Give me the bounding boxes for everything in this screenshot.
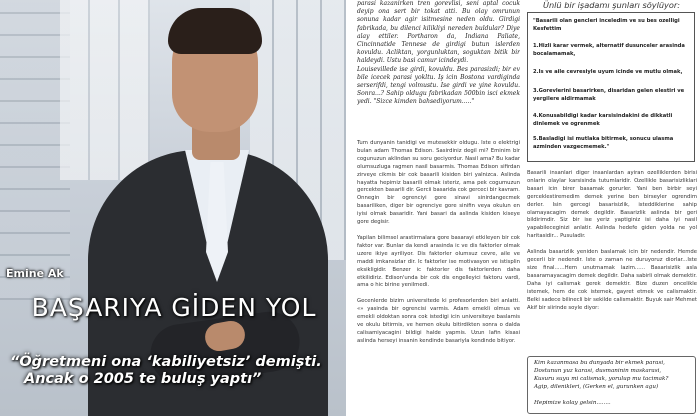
body-paragraph: Basarili insanlari diger insanlardan ayiran ozelliklerden birisi onlarin olaylar karsisinda tutumlaridir. Ozellikle basarisizliklari basari icin birer basamak gorurler. Yani ben birbir seyi gerceklestiremedim demek yerine ben birseyler ogrendim derler. Isin gercegi basarisizlik, isteddiklerine sahip olamayacagim demek degildir. Basarizlik aslinda bir geri bildirimdir. Siz bir ise yeriz yaptiginiz isi daha iyi nasil yapabileceginizi anlatir. Aslinda hedefe giden yolda ne yol haritasidir... Pusuladir. <box>527 170 697 240</box>
poem-line: Dostunun yuz karasi, dusmaninin maskarasi, <box>534 368 662 374</box>
right-body-text <box>527 170 697 352</box>
poem-line: Agip, dilenikleri, (Gerken el, gurunken agu) <box>534 384 659 390</box>
middle-column <box>357 0 520 416</box>
tips-box <box>527 12 695 162</box>
portrait-photo <box>0 0 346 416</box>
intro-paragraph: parasi kazanirken tren gorevlisi, seni aptal cocuk deyip ona sert bir tokat atti. Bu olay omrunun sonuna kadar agir isitmesine neden oldu. Girdigi fabrikada, bu dilenci kilikliyi nereden buldular? Diye alay ettiler. Portharon da, Indiana Paliate, Cincinnatide Tennese de girdigi butun islerden kovuldu. Acliktan, yorgunluktan, soguktan bitik bir haldeydi. Ustu basi camur icindeydi. <box>357 0 520 65</box>
body-text <box>357 140 520 416</box>
author-name: Emine Ak <box>6 267 64 280</box>
pull-quote-line: “Öğretmeni ona ‘kabiliyetsiz’ demişti. <box>10 354 322 370</box>
poem-line: Kim kazanmasa bu dunyada bir ekmek parasi, <box>534 360 665 366</box>
tip-item: "Basarili olan gencleri inceledim ve su bes ozelligi Kesfettim <box>533 18 680 32</box>
hair <box>168 8 262 54</box>
pull-quote <box>10 354 346 388</box>
body-paragraph: Gecenlerde bizim universitede ki profesorlerden biri anlatti. «» yasinda bir ogrencisi varmis. Adam emekli olmus ve emekli oldoktan sonra cok istedigi icin universiteye baslamis ve okulu bitirmis, ve hemen okulu bitirdikten sonra o dalda calisamiyacagini bildigi halde yapmis. Uzun lafin kisasi aslinda herseyi insanin kendinde basariyla kendinde bitiyor. <box>357 298 520 344</box>
body-paragraph: Tum dunyanin tanidigi ve mutesekkir oldugu. Iste o elektrigi bulan adam Thomas Edison. Sasirdiniz degil mi? Eminim bir cogunuzun aklindan su soru geciyordur. Nasil ama? Bu kadar olumsuzluga ragmen nasil basarmis. Thomas Edison sifirdan zirveye cikmis bir cok basarili kisiden biri yalnizca. Aslinda hayatta hepimiz basarili olmak isteriz, ama pek cogumuzun gercekten basarili dir. Gercii basarida cok gerceci bir kavram. Onnegin bir ogrenciyi gore sinavi sinirdangecmek basariliken, diger bir ogrenciye gore sinifin veya okulun en iyisi olmak basaridir. Yani basari da aslinda kisiden kiseye gore degisir. <box>357 140 520 226</box>
tip-item: 5.Basladigi isi mutlaka bitirmek, sonucu ulasma azminden vazgecmemek." <box>533 136 674 150</box>
poem-line: Kusuru suyu mi calismak, yorulup mu tacimak? <box>534 376 669 382</box>
tip-item: 1.Hizli karar vermek, alternatif dusunceler arasinda bocalamamak, <box>533 43 685 57</box>
intro-paragraph: Louisevillede ise girdi, kovuldu. Bes parasizdi; bir ev bile icecek parasi yokltu. Iş icin Bostona vardiginda serserifdi, tengi volmustu. Ise girdi ve yine kovuldu. Sonra...? Sahip oldugu fabrikadan 500bin isci ekmek yedi. "Sizce kimden bahsediyorum....." <box>357 65 520 106</box>
poem-box <box>527 356 696 414</box>
body-paragraph: Aslinda basarizlik yeniden baslamak icin bir nedendir. Hemde gecerli bir nedendir. Iste o zaman ne duruyoruz diorlar...Iste size final......Hem unutmamak lazim...... Basarisizlik asla basaramayacagim demek degildir. Daha sabirli olmak demektir. Daha iyi calismak gerek demektir. Bize duzen oncelikle istemek, hem de cok istemek, gayret etmek ve calismaktir. Belki sadece bilinecli bir sekilde calismaktir. Buyuk sair Mehmet Akif bir siirinde soyle diyor: <box>527 249 697 311</box>
background-building <box>60 0 150 180</box>
tips-heading: Ünlü bir işadamı şunları söylüyor: <box>542 0 681 10</box>
tip-item: 2.Is ve aile cevresiyle uyum icinde ve mutlu olmak, <box>533 69 683 75</box>
body-paragraph: Yapilan bilimsel arastirmalara gore basarayi etkileyen bir cok faktor var. Bunlar da kendi arasinda ic ve dis faktorler olmak uzere ikiye ayriliyor. Dis faktorler olumsuz cevre, aile ve maddi imkansizlar dir. Ic faktorler ise motivasyon ve istisplin eksikligidir. Benzer ic faktorler dis faktorlerden daha etkilidiriz. Edison'unda bir cok dis engelleyici faktoru vardi, ama o hic birine yenilmedi. <box>357 234 520 289</box>
tip-item: 4.Konusabildigi kadar karsisindakini de dikkatli dinlemek ve ogrenmek <box>533 113 673 127</box>
pull-quote-line: Ancak o 2005 te buluş yaptı” <box>24 371 262 387</box>
poem-line: Hepimize kolay gelsin........ <box>534 400 611 406</box>
article-headline: BAŞARIYA GİDEN YOL <box>31 293 317 322</box>
right-column <box>523 0 700 416</box>
intro-text <box>357 0 520 127</box>
tip-item: 3.Gorevlerini basarirken, disaridan gelen elestiri ve yergilere aldirmamak <box>533 88 685 102</box>
